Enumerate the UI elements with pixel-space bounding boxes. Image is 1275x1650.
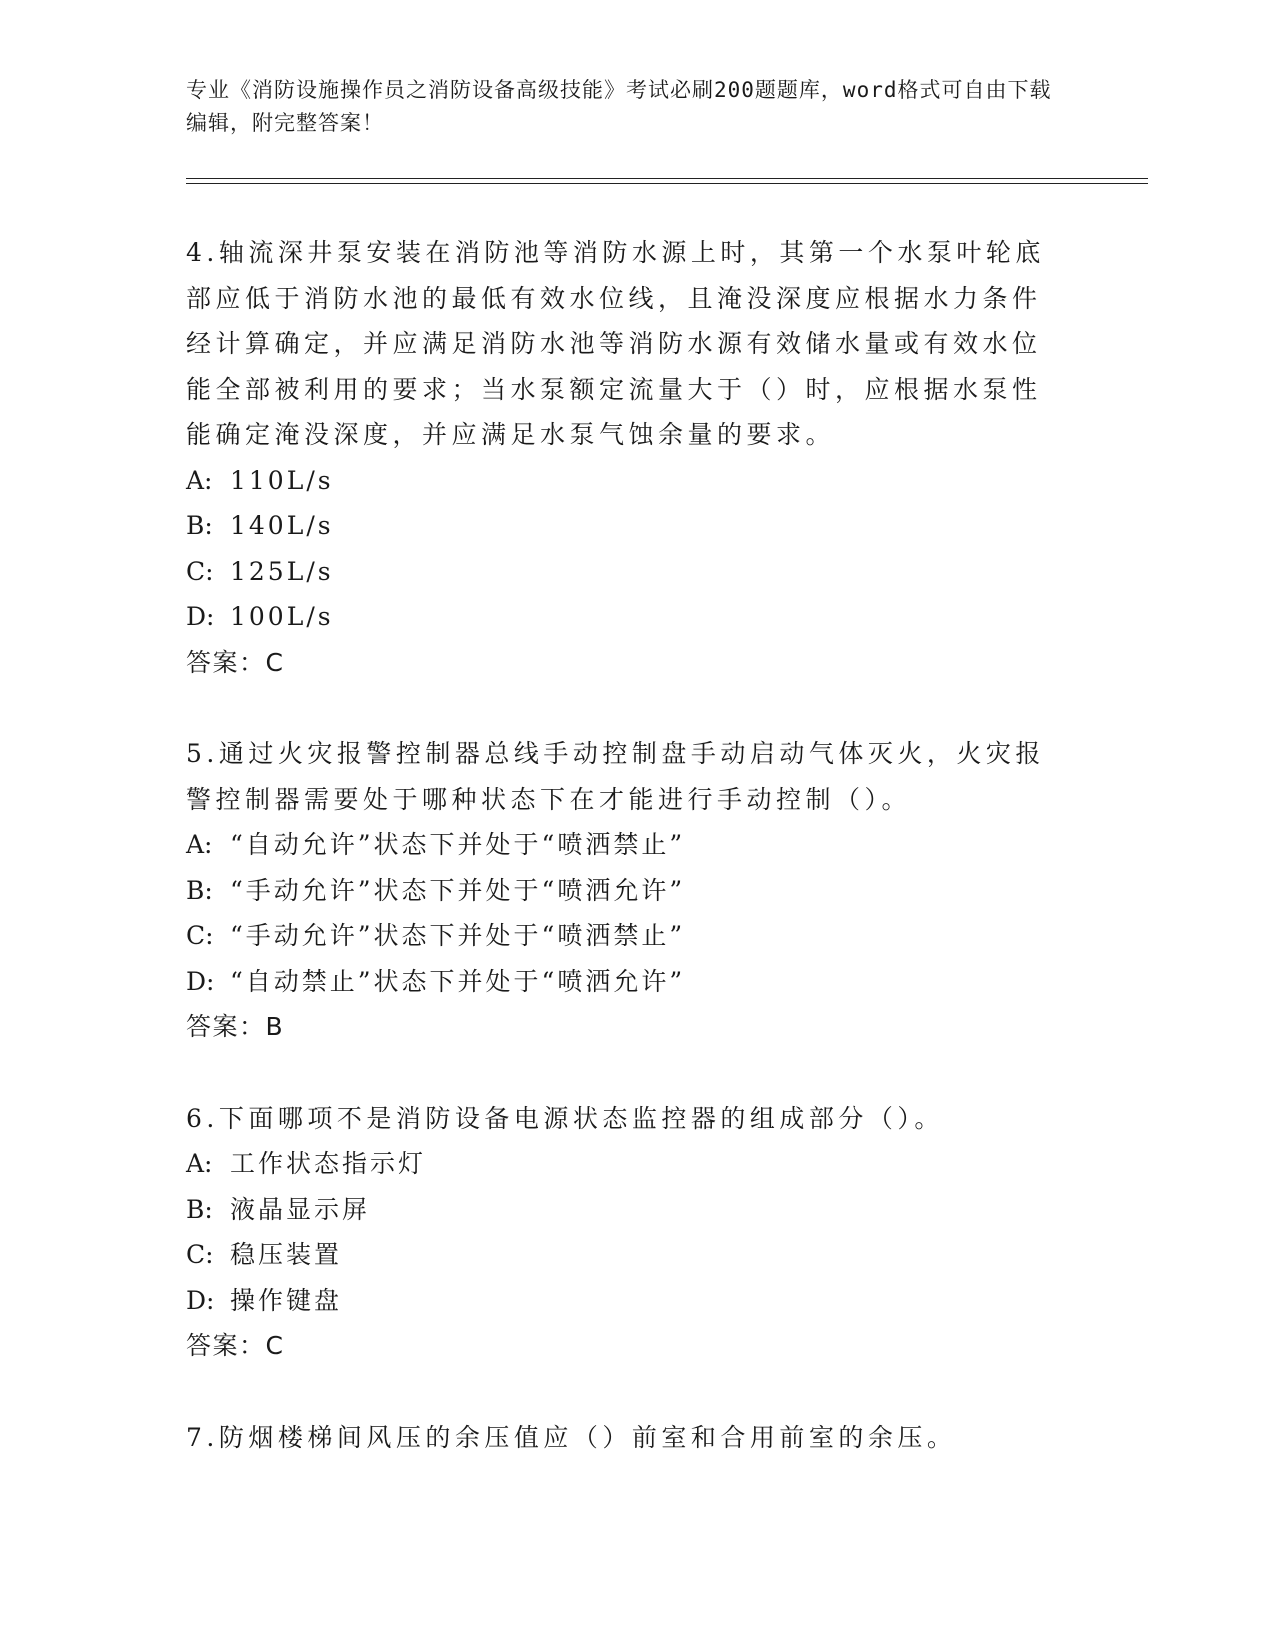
option-letter: B: bbox=[186, 1194, 213, 1224]
option-letter: C: bbox=[186, 556, 214, 586]
question-stem: 5.通过火灾报警控制器总线手动控制盘手动启动气体灭火，火灾报警控制器需要处于哪种状态下在才能进行手动控制（）。 bbox=[186, 739, 1045, 814]
option-text: 100L/s bbox=[230, 602, 334, 631]
option-letter: C: bbox=[186, 1240, 214, 1269]
option-d bbox=[186, 1278, 1066, 1324]
option-letter: D: bbox=[186, 1285, 215, 1315]
option-a bbox=[186, 1141, 1066, 1187]
question-5 bbox=[186, 731, 1066, 1050]
option-text: 140L/s bbox=[230, 511, 334, 540]
answer-line: 答案：C bbox=[186, 1331, 285, 1360]
question-list bbox=[186, 230, 1066, 1460]
answer-line: 答案：B bbox=[186, 1012, 285, 1041]
answer-line: 答案：C bbox=[186, 647, 285, 677]
option-text: 110L/s bbox=[230, 465, 334, 495]
option-b bbox=[186, 1187, 1066, 1233]
option-d bbox=[186, 959, 1066, 1005]
option-letter: B: bbox=[186, 511, 213, 540]
spacer bbox=[186, 1050, 1066, 1096]
option-letter: A: bbox=[186, 830, 213, 859]
question-7 bbox=[186, 1415, 1066, 1461]
question-stem: 4.轴流深井泵安装在消防池等消防水源上时，其第一个水泵叶轮底部应低于消防水池的最低有效水位线，且淹没深度应根据水力条件经计算确定，并应满足消防水池等消防水源有效储水量或有效水位能全部被利用的要求；当水泵额定流量大于（）时，应根据水泵性能确定淹没深度，并应满足水泵气蚀余量的要求。 bbox=[186, 238, 1045, 449]
header-divider-top bbox=[186, 178, 1148, 179]
option-letter: A: bbox=[186, 465, 213, 495]
option-b bbox=[186, 868, 1066, 914]
option-text: 操作键盘 bbox=[230, 1285, 343, 1315]
option-letter: D: bbox=[186, 966, 215, 996]
option-text: 液晶显示屏 bbox=[230, 1194, 371, 1224]
option-d bbox=[186, 594, 1066, 640]
option-text: “自动禁止”状态下并处于“喷洒允许” bbox=[230, 966, 686, 996]
option-a bbox=[186, 458, 1066, 504]
option-list bbox=[186, 1141, 1066, 1323]
option-a bbox=[186, 822, 1066, 868]
document-header: 专业《消防设施操作员之消防设备高级技能》考试必刷200题题库，word格式可自由下载编辑，附完整答案！ bbox=[186, 78, 1052, 135]
option-b bbox=[186, 503, 1066, 549]
option-text: 工作状态指示灯 bbox=[230, 1149, 427, 1178]
option-text: “手动允许”状态下并处于“喷洒禁止” bbox=[230, 921, 686, 950]
option-c bbox=[186, 1232, 1066, 1278]
option-text: 125L/s bbox=[230, 556, 334, 586]
option-letter: A: bbox=[186, 1149, 213, 1178]
option-letter: B: bbox=[186, 875, 213, 905]
option-list bbox=[186, 822, 1066, 1004]
option-letter: D: bbox=[186, 602, 215, 631]
header-divider-bottom bbox=[186, 183, 1148, 184]
question-6 bbox=[186, 1096, 1066, 1369]
spacer bbox=[186, 1369, 1066, 1415]
question-stem: 6.下面哪项不是消防设备电源状态监控器的组成部分（）。 bbox=[186, 1103, 944, 1133]
option-text: “自动允许”状态下并处于“喷洒禁止” bbox=[230, 830, 686, 859]
option-letter: C: bbox=[186, 921, 214, 950]
question-stem: 7.防烟楼梯间风压的余压值应（）前室和合用前室的余压。 bbox=[186, 1422, 957, 1452]
option-c bbox=[186, 549, 1066, 595]
option-text: “手动允许”状态下并处于“喷洒允许” bbox=[230, 875, 686, 905]
option-text: 稳压装置 bbox=[230, 1240, 343, 1269]
option-c bbox=[186, 913, 1066, 959]
spacer bbox=[186, 685, 1066, 731]
question-4 bbox=[186, 230, 1066, 685]
option-list bbox=[186, 458, 1066, 640]
